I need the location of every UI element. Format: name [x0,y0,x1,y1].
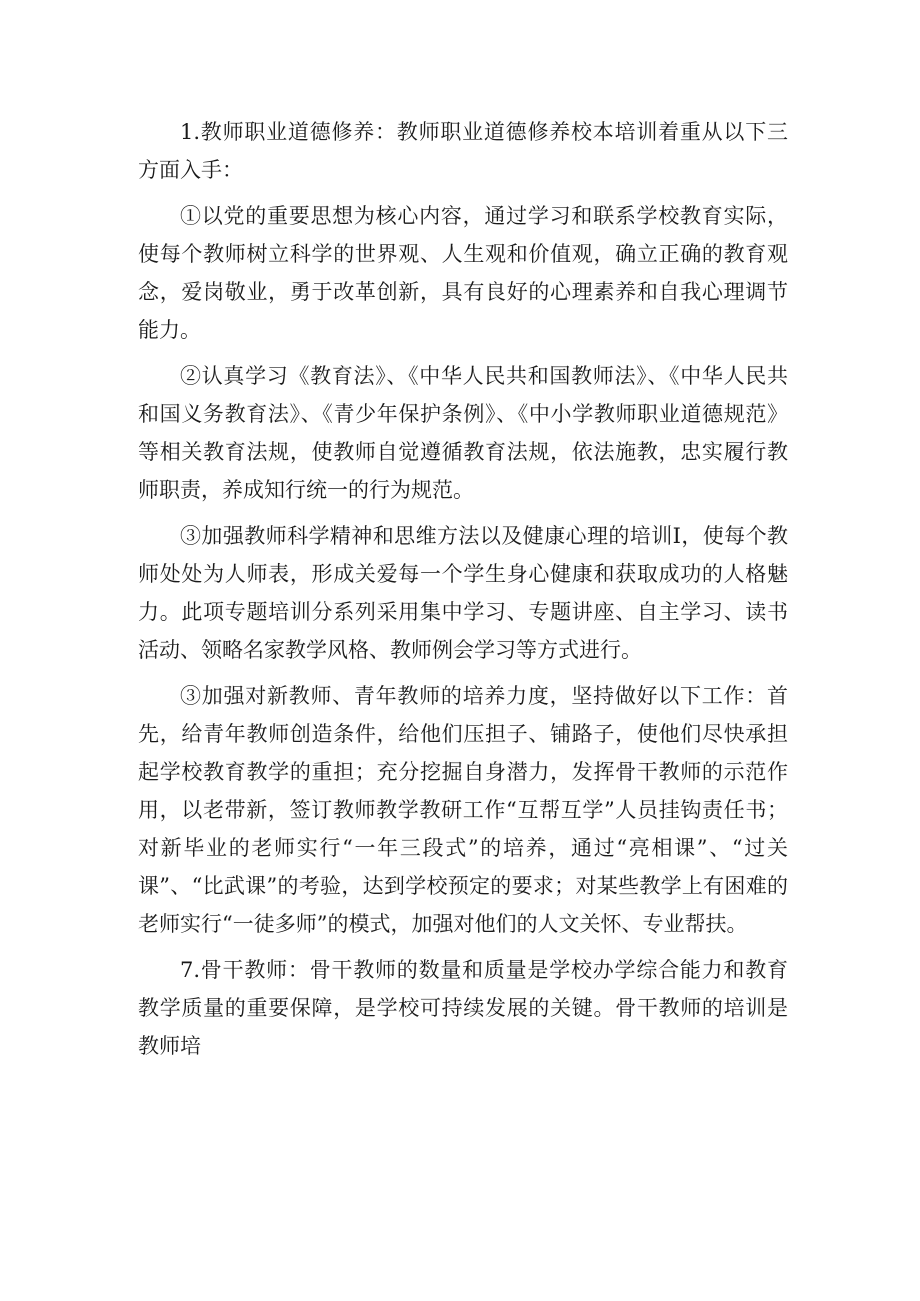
paragraph-item-3b: ③加强对新教师、青年教师的培养力度，坚持做好以下工作：首先，给青年教师创造条件，给他们压担子、铺路子，使他们尽快承担起学校教育教学的重担；充分挖掘自身潜力，发挥骨干教师的示范作用，以老带新，签订教师教学教研工作“互帮互学”人员挂钩责任书；对新毕业的老师实行“一年三段式”的培养，通过“亮相课”、“过关课”、“比武课”的考验，达到学校预定的要求；对某些教学上有困难的老师实行“一徒多师”的模式，加强对他们的人文关怀、专业帮扶。 [138,684,788,936]
document-body [138,113,788,1073]
paragraph-backbone-teachers: 7.骨干教师：骨干教师的数量和质量是学校办学综合能力和教育教学质量的重要保障，是学校可持续发展的关键。骨干教师的培训是教师培 [138,958,788,1058]
paragraph-moral-cultivation: 1.教师职业道德修养：教师职业道德修养校本培训着重从以下三方面入手： [138,120,788,182]
paragraph-item-3: ③加强教师科学精神和思维方法以及健康心理的培训I，使每个教师处处为人师表，形成关爱每一个学生身心健康和获取成功的人格魅力。此项专题培训分系列采用集中学习、专题讲座、自主学习、读书活动、领略名家教学风格、教师例会学习等方式进行。 [138,524,788,662]
paragraph-item-2: ②认真学习《教育法》、《中华人民共和国教师法》、《中华人民共和国义务教育法》、《青少年保护条例》、《中小学教师职业道德规范》等相关教育法规，使教师自觉遵循教育法规，依法施教，忠实履行教师职责，养成知行统一的行为规范。 [138,364,788,502]
paragraph-item-1: ①以党的重要思想为核心内容，通过学习和联系学校教育实际，使每个教师树立科学的世界观、人生观和价值观，确立正确的教育观念，爱岗敬业，勇于改革创新，具有良好的心理素养和自我心理调节能力。 [138,204,788,342]
